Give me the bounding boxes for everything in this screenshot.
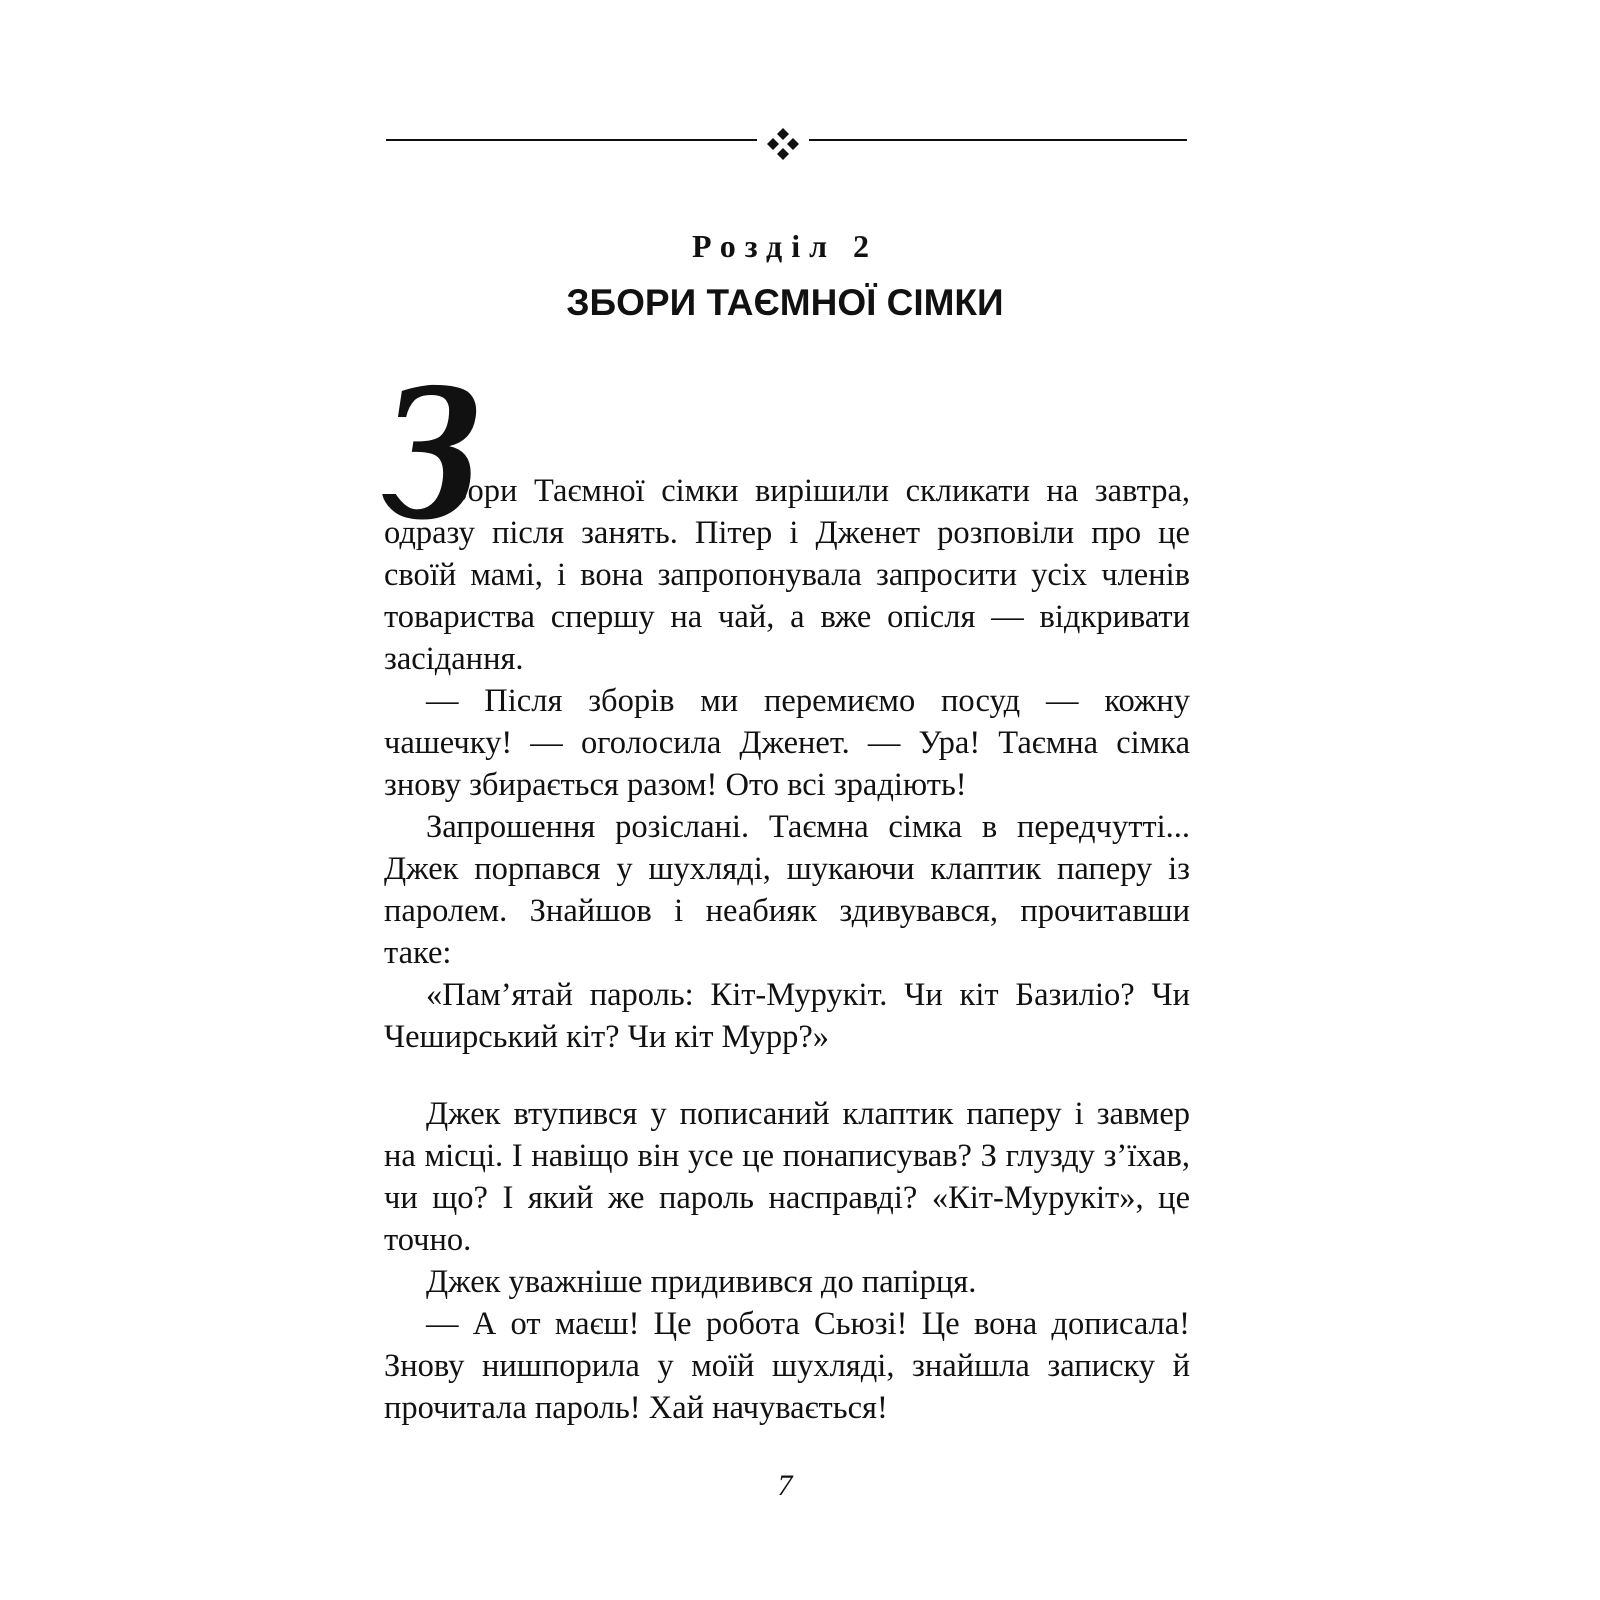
- paragraph: — А от маєш! Це робота Сьюзі! Це вона дописала! Знову нишпорила у моїй шухляді, знайшла записку й прочитала пароль! Хай начувається!: [384, 1306, 1190, 1426]
- chapter-label: Розділ 2: [691, 228, 879, 264]
- text-block-2: [384, 1093, 1190, 1429]
- text-block-1: [384, 512, 1190, 1058]
- first-line: бори Таємної сімки вирішили скликати на завтра,: [451, 473, 1190, 509]
- paragraph: Джек уважніше придивився до папірця.: [426, 1264, 977, 1300]
- page-number: 7: [777, 1469, 793, 1502]
- paragraph: одразу після занять. Пітер і Дженет розповіли про це своїй мамі, і вона запропонувала запросити усіх членів товариства спершу на чай, а вже опісля — відкривати засідання.: [384, 515, 1190, 677]
- diamond-ornament-icon: [765, 126, 801, 162]
- ornament-rule-right: [809, 139, 1187, 141]
- paragraph: Джек втупився у пописаний клаптик паперу і завмер на місці. І навіщо він усе це понаписував? З глузду з’їхав, чи що? І який же пароль насправді? «Кіт-Мурукіт», це точно.: [384, 1096, 1190, 1258]
- ornament-rule-left: [386, 139, 757, 141]
- chapter-title: ЗБОРИ ТАЄМНОЇ СІМКИ: [566, 282, 1004, 323]
- paragraph: — Після зборів ми перемиємо посуд — кожну чашечку! — оголосила Дженет. — Ура! Таємна сімка знову збирається разом! Ото всі зрадіють!: [384, 683, 1190, 803]
- paragraph: «Пам’ятай пароль: Кіт-Мурукіт. Чи кіт Базиліо? Чи Чеширський кіт? Чи кіт Мурр?»: [384, 977, 1190, 1055]
- paragraph: Запрошення розіслані. Таємна сімка в передчутті... Джек порпався у шухляді, шукаючи клаптик паперу із паролем. Знайшов і неабияк здивувався, прочитавши таке:: [384, 809, 1190, 971]
- dropcap: З: [382, 350, 483, 559]
